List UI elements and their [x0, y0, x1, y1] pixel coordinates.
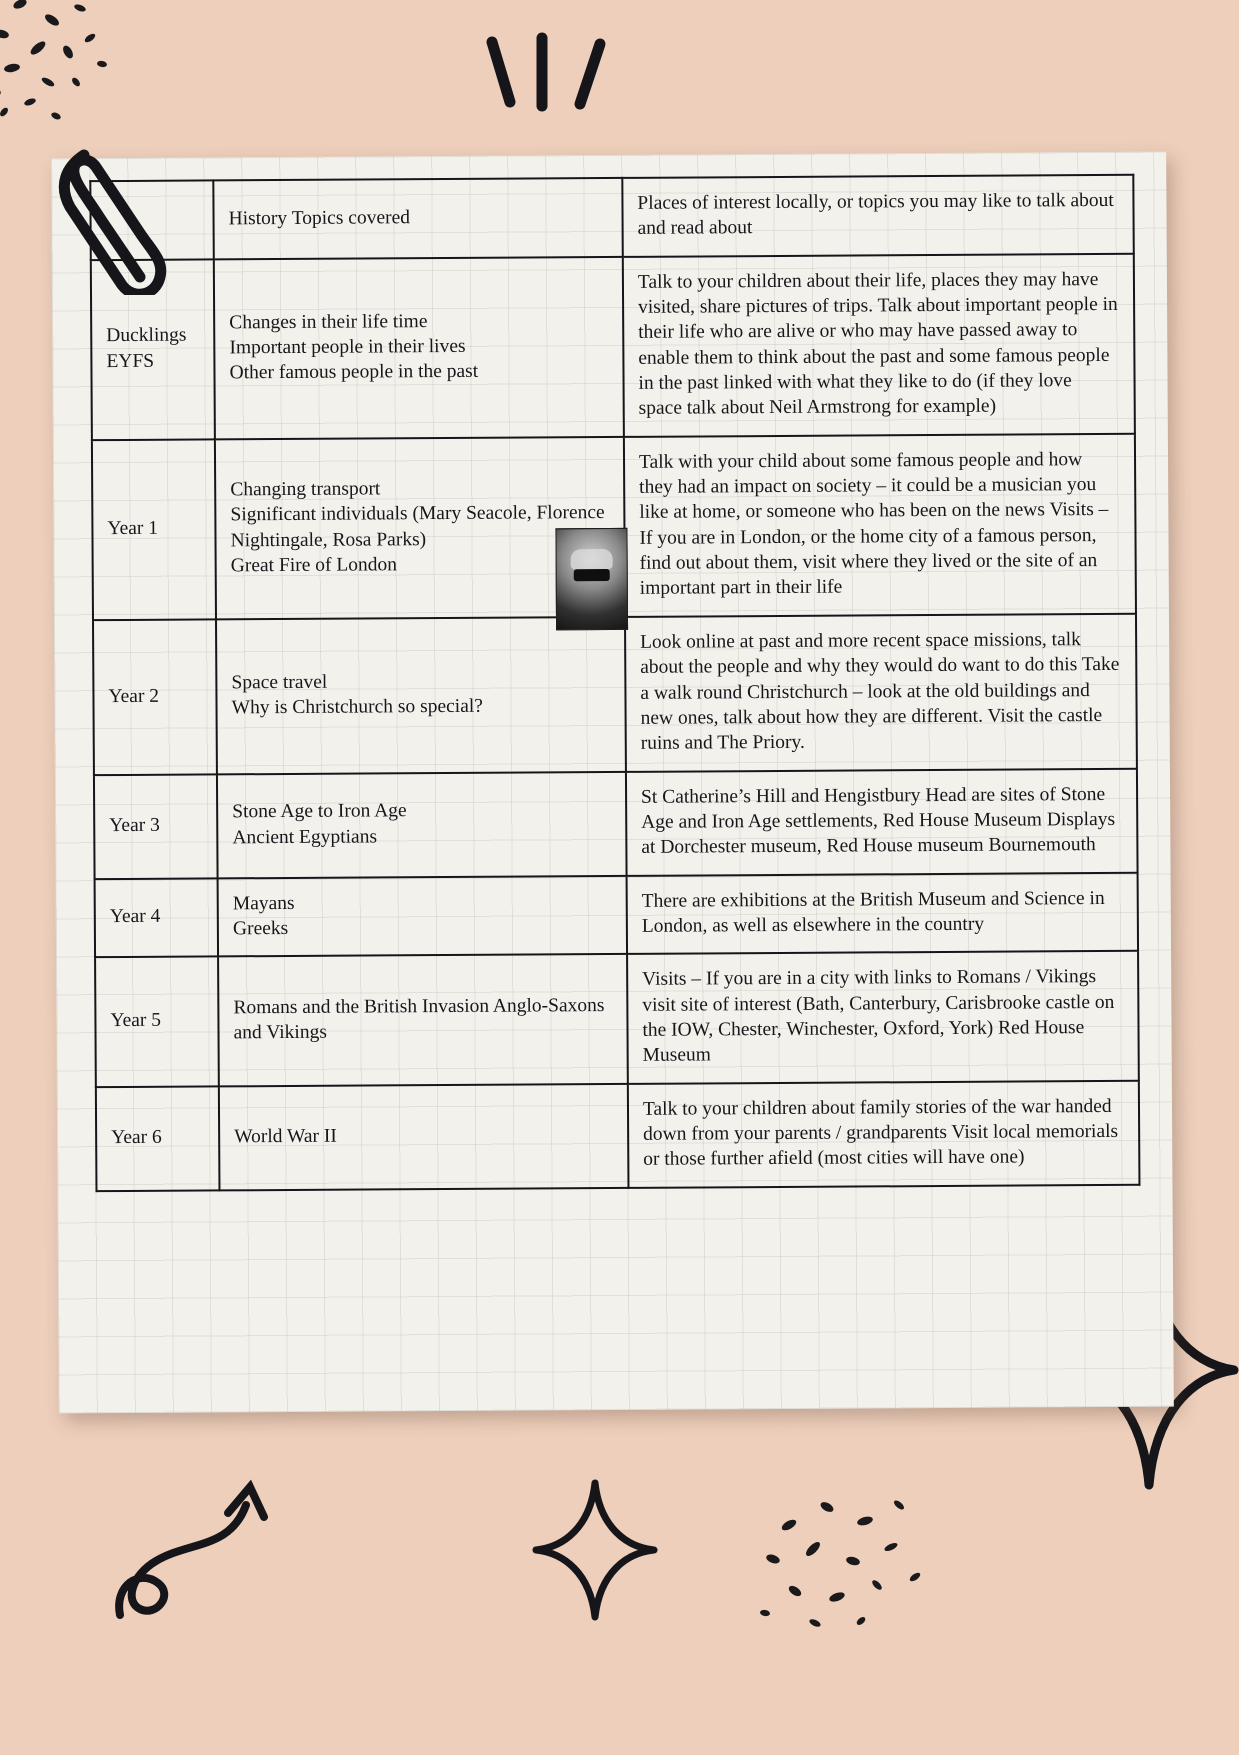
header-topics-column: History Topics covered	[213, 178, 622, 259]
sparkle-icon-small	[530, 1475, 660, 1625]
confetti-dots-top-left	[0, 0, 150, 130]
table-row	[94, 768, 1138, 878]
table-header-row	[90, 175, 1133, 260]
row-year-label: Ducklings EYFS	[91, 259, 215, 440]
row-topics: Mayans Greeks	[218, 875, 627, 956]
table-row	[96, 1080, 1140, 1190]
row-places: There are exhibitions at the British Museum and Science in London, as well as elsewhere in the country	[627, 872, 1139, 954]
row-year-label: Year 3	[94, 774, 218, 879]
row-topics: Changes in their life time Important people in their lives Other famous people in the past	[214, 257, 624, 440]
header-places-column: Places of interest locally, or topics you may like to talk about and read about	[622, 175, 1134, 257]
table-row	[93, 614, 1137, 775]
row-year-label: Year 2	[93, 619, 217, 774]
table-row	[92, 434, 1136, 620]
row-year-label: Year 5	[95, 957, 219, 1087]
curved-arrow-icon	[110, 1465, 300, 1625]
row-year-label: Year 4	[95, 878, 219, 957]
header-year-column	[90, 180, 214, 259]
row-places: Talk to your children about family stories of the war handed down from your parents / grandparents Visit local memorials or those further afield (most cities will have one)	[628, 1080, 1140, 1187]
row-topics-cell	[215, 437, 625, 620]
paper-sheet	[51, 152, 1174, 1414]
table-row	[95, 872, 1138, 957]
row-topics: Space travel Why is Christchurch so special?	[216, 617, 626, 774]
row-topics: Changing transport Significant individuals (Mary Seacole, Florence Nightingale, Rosa Parks) Great Fire of London	[230, 478, 605, 577]
mary-seacole-photo	[555, 528, 628, 630]
table-row	[91, 253, 1135, 439]
table-row	[95, 951, 1139, 1087]
row-topics: Romans and the British Invasion Anglo-Saxons and Vikings	[218, 954, 628, 1086]
tick-marks-icon	[480, 30, 620, 120]
row-topics: World War II	[219, 1084, 628, 1191]
row-places: St Catherine’s Hill and Hengistbury Head are sites of Stone Age and Iron Age settlements, Red House Museum Displays at Dorchester museum, Red House museum Bournemouth	[626, 768, 1138, 875]
row-year-label: Year 1	[92, 439, 216, 620]
history-topics-table	[89, 174, 1140, 1192]
row-year-label: Year 6	[96, 1086, 220, 1191]
row-places: Look online at past and more recent space missions, talk about the people and why they would do want to do this Take a walk round Christchurch – look at the old buildings and new ones, talk about how they are different. Visit the castle ruins and The Priory.	[625, 614, 1137, 772]
confetti-dots-bottom-right	[749, 1485, 939, 1635]
row-places: Talk to your children about their life, places they may have visited, share pictures of trips. Talk about important people in their life who are alive or who may have passed away to enable them to think about the past and some famous people in the past linked with what they like to do (if they love space talk about Neil Armstrong for example)	[623, 253, 1135, 436]
row-places: Visits – If you are in a city with links to Romans / Vikings visit site of interest (Bath, Canterbury, Carisbrooke castle on the IOW, Chester, Winchester, Oxford, York) Red House Museum	[627, 951, 1139, 1083]
row-topics: Stone Age to Iron Age Ancient Egyptians	[217, 771, 626, 878]
row-places: Talk with your child about some famous people and how they had an impact on society – it could be a musician you like at home, or someone who has been on the news Visits – If you are in London, or the home city of a famous person, find out about them, visit where they lived or the site of an important part in their life	[624, 434, 1136, 617]
